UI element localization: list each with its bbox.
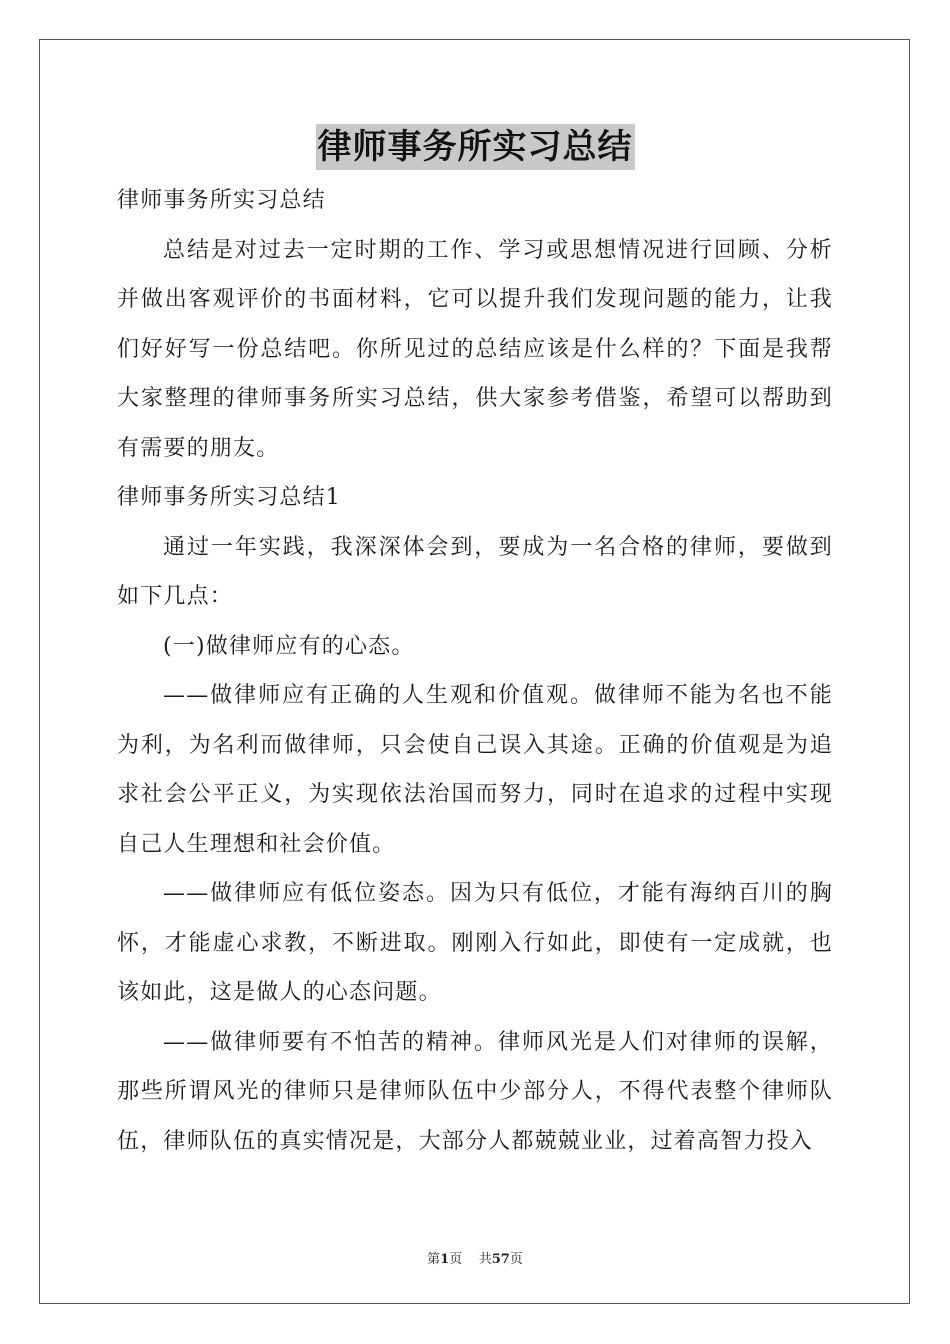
total-suffix: 页 <box>509 1252 523 1267</box>
total-prefix: 共 <box>478 1252 492 1267</box>
body-paragraph: 总结是对过去一定时期的工作、学习或思想情况进行回顾、分析并做出客观评价的书面材料，它可以提升我们发现问题的能力，让我们好好写一份总结吧。你所见过的总结应该是什么样的？下面是我帮大家整理的律师事务所实习总结，供大家参考借鉴，希望可以帮助到有需要的朋友。 <box>117 237 833 461</box>
section-heading: 律师事务所实习总结 <box>117 188 326 213</box>
document-body <box>117 176 833 1166</box>
page-footer <box>0 1248 950 1267</box>
page-prefix: 第 <box>427 1252 441 1267</box>
title-wrap <box>0 124 950 170</box>
body-paragraph: ——做律师应有低位姿态。因为只有低位，才能有海纳百川的胸怀，才能虚心求教，不断进取。刚刚入行如此，即使有一定成就，也该如此，这是做人的心态问题。 <box>117 881 833 1005</box>
section-heading: 律师事务所实习总结1 <box>117 485 341 510</box>
page-total: 57 <box>491 1252 510 1267</box>
body-paragraph: ——做律师要有不怕苦的精神。律师风光是人们对律师的误解，那些所谓风光的律师只是律师队伍中少部分人，不得代表整个律师队伍，律师队伍的真实情况是，大部分人都兢兢业业，过着高智力投入 <box>117 1029 833 1154</box>
footer-gap <box>462 1252 479 1267</box>
body-paragraph: (一)做律师应有的心态。 <box>163 633 415 659</box>
page-suffix: 页 <box>449 1252 463 1267</box>
page-current: 1 <box>440 1252 450 1267</box>
document-title: 律师事务所实习总结 <box>316 124 635 170</box>
body-paragraph: ——做律师应有正确的人生观和价值观。做律师不能为名也不能为利，为名利而做律师，只会使自己误入其途。正确的价值观是为追求社会公平正义，为实现依法治国而努力，同时在追求的过程中实现自己人生理想和社会价值。 <box>117 683 833 857</box>
body-paragraph: 通过一年实践，我深深体会到，要成为一名合格的律师，要做到如下几点： <box>117 534 833 609</box>
